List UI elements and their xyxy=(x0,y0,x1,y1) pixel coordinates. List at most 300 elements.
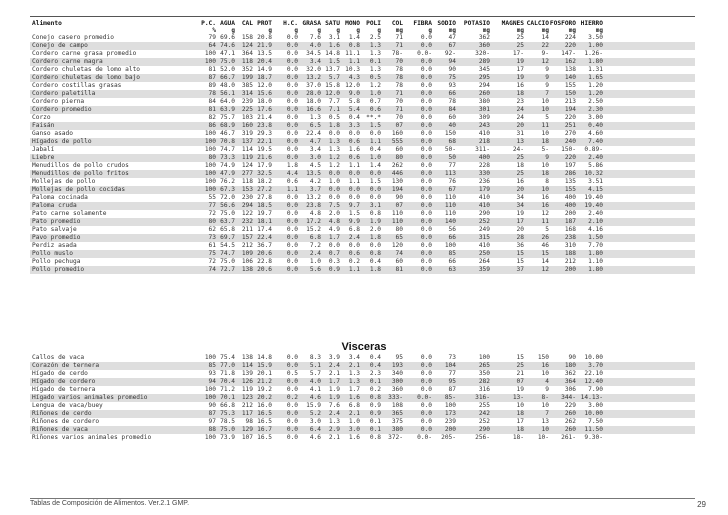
cell-col: 360 xyxy=(391,386,403,393)
cell-mono: 3.0 xyxy=(348,426,360,433)
table-row xyxy=(30,362,695,370)
cell-pc: 80 xyxy=(208,218,216,225)
col-unit-hc: g xyxy=(294,27,298,34)
cell-fosforo: 364 xyxy=(564,378,576,385)
cell-cal: 199 xyxy=(241,74,253,81)
cell-pc: 75 xyxy=(208,250,216,257)
cell-magnes: 19 xyxy=(516,74,524,81)
cell-satu: 2.0 xyxy=(328,210,340,217)
cell-fosforo: 155 xyxy=(564,82,576,89)
cell-grasa: 13.2 xyxy=(306,74,321,81)
cell-mono: 0.6 xyxy=(348,138,360,145)
table-row xyxy=(30,186,695,194)
table-row xyxy=(30,50,695,58)
cell-hc: 0.0 xyxy=(286,218,298,225)
cell-hc: 0.0 xyxy=(286,34,298,41)
cell-grasa: 18.0 xyxy=(306,98,321,105)
cell-grasa: 1.3 xyxy=(309,114,321,121)
cell-calcio: 10 xyxy=(541,162,549,169)
cell-calcio: 14 xyxy=(541,258,549,265)
cell-magnes: 25 xyxy=(516,362,524,369)
cell-agua: 66.8 xyxy=(220,402,235,409)
cell-pc: 100 xyxy=(204,178,216,185)
food-name: Lengua de vaca/buey xyxy=(32,402,103,409)
cell-agua: 70.1 xyxy=(220,394,235,401)
cell-potasio: 410 xyxy=(478,194,490,201)
cell-col: 110 xyxy=(391,218,403,225)
cell-grasa: 16.6 xyxy=(306,106,321,113)
cell-calcio: 10 xyxy=(541,130,549,137)
cell-sodio: 94 xyxy=(448,58,456,65)
cell-pc: 94 xyxy=(208,378,216,385)
cell-fosforo: 260 xyxy=(564,426,576,433)
cell-hierro: 2.10 xyxy=(588,218,603,225)
cell-cal: 212 xyxy=(241,402,253,409)
cell-poli: 1.3 xyxy=(369,50,381,57)
cell-potasio: 359 xyxy=(478,266,490,273)
cell-mono: 0.0 xyxy=(348,170,360,177)
table-row xyxy=(30,178,695,186)
cell-poli: 2.3 xyxy=(369,370,381,377)
cell-hierro: 7.70 xyxy=(588,242,603,249)
cell-mono: 0.0 xyxy=(348,242,360,249)
cell-hierro: 1.10 xyxy=(588,258,603,265)
cell-fibra: 0.0 xyxy=(420,386,432,393)
cell-hc: 0.0 xyxy=(286,434,298,441)
cell-sodio: 87 xyxy=(448,386,456,393)
cell-fosforo: 224 xyxy=(564,34,576,41)
cell-sodio: 73 xyxy=(448,354,456,361)
cell-sodio: 113 xyxy=(444,170,456,177)
cell-agua: 74.6 xyxy=(220,42,235,49)
food-name: Pollo pechuga xyxy=(32,258,81,265)
cell-sodio: 85- xyxy=(444,394,456,401)
cell-col: 108 xyxy=(391,402,403,409)
food-name: Mollejas de pollo xyxy=(32,178,96,185)
cell-grasa: 4.7 xyxy=(309,138,321,145)
food-name: Conejo de campo xyxy=(32,42,88,49)
cell-pc: 100 xyxy=(204,138,216,145)
food-name: Riñones de cordero xyxy=(32,418,100,425)
col-unit-pc: % xyxy=(212,27,216,34)
cell-mono: 1.1 xyxy=(348,266,360,273)
cell-satu: 1.7 xyxy=(328,234,340,241)
cell-potasio: 290 xyxy=(478,426,490,433)
cell-sodio: 50 xyxy=(448,154,456,161)
cell-fibra: 0.0 xyxy=(420,354,432,361)
table-row xyxy=(30,266,695,274)
cell-hierro: 4.16 xyxy=(588,226,603,233)
cell-sodio: 78 xyxy=(448,98,456,105)
cell-poli: 0.4 xyxy=(369,258,381,265)
cell-agua: 48.0 xyxy=(220,82,235,89)
cell-satu: 1.2 xyxy=(328,154,340,161)
cell-satu: 1.3 xyxy=(328,146,340,153)
cell-prot: 20.8 xyxy=(257,34,272,41)
cell-fibra: 0.0 xyxy=(420,250,432,257)
cell-satu: 1.9 xyxy=(328,394,340,401)
cell-magnes: 24 xyxy=(516,106,524,113)
cell-hc: 0.0 xyxy=(286,202,298,209)
cell-pc: 81 xyxy=(208,106,216,113)
cell-prot: 27.8 xyxy=(257,194,272,201)
cell-satu: 7.6 xyxy=(328,402,340,409)
cell-col: 80 xyxy=(395,226,403,233)
cell-prot: 18.2 xyxy=(257,178,272,185)
cell-sodio: 90 xyxy=(448,66,456,73)
cell-poli: 0.5 xyxy=(369,74,381,81)
cell-col: 160 xyxy=(391,130,403,137)
cell-hc: 0.0 xyxy=(286,130,298,137)
table-row xyxy=(30,402,695,410)
page-number: 29 xyxy=(697,500,706,509)
cell-fosforo: 362 xyxy=(564,370,576,377)
cell-calcio: 10 xyxy=(541,402,549,409)
cell-potasio: 256- xyxy=(475,434,490,441)
cell-cal: 137 xyxy=(241,138,253,145)
cell-agua: 56.6 xyxy=(220,202,235,209)
cell-mono: 1.1 xyxy=(348,58,360,65)
cell-hierro: 9.30- xyxy=(584,434,603,441)
cell-sodio: 40 xyxy=(448,122,456,129)
cell-hierro: 3.51 xyxy=(588,178,603,185)
cell-pc: 72 xyxy=(208,258,216,265)
col-header-sodio: SODIO xyxy=(437,20,456,27)
cell-grasa: 4.5 xyxy=(309,162,321,169)
cell-fibra: 0.0 xyxy=(420,170,432,177)
cell-hc: 0.0 xyxy=(286,234,298,241)
cell-magnes: 15 xyxy=(516,354,524,361)
cell-cal: 118 xyxy=(241,178,253,185)
cell-poli: 2.5 xyxy=(369,34,381,41)
cell-fosforo: 212 xyxy=(564,258,576,265)
cell-hierro: 1.65 xyxy=(588,74,603,81)
cell-grasa: 15.9 xyxy=(306,402,321,409)
cell-calcio: 46 xyxy=(541,242,549,249)
cell-sodio: 110 xyxy=(444,210,456,217)
cell-hierro: 14.13- xyxy=(580,394,603,401)
cell-magnes: 13- xyxy=(512,394,524,401)
cell-agua: 63.9 xyxy=(220,106,235,113)
cell-fosforo: 200 xyxy=(564,210,576,217)
table-row xyxy=(30,66,695,74)
cell-prot: 16.5 xyxy=(257,418,272,425)
cell-cal: 157 xyxy=(241,234,253,241)
col-unit-sodio: mg xyxy=(448,27,456,34)
cell-magnes: 25 xyxy=(516,34,524,41)
cell-col: 262 xyxy=(391,162,403,169)
cell-potasio: 289 xyxy=(478,58,490,65)
cell-sodio: 66 xyxy=(448,234,456,241)
cell-sodio: 56 xyxy=(448,226,456,233)
cell-calcio: 9 xyxy=(545,74,549,81)
cell-magnes: 13 xyxy=(516,138,524,145)
table-row xyxy=(30,354,695,362)
food-name: Cordero promedio xyxy=(32,106,92,113)
cell-mono: 9.0 xyxy=(348,90,360,97)
cell-hc: 4.4 xyxy=(286,170,298,177)
cell-grasa: 4.6 xyxy=(309,434,321,441)
cell-fibra: 0.0- xyxy=(417,434,432,441)
cell-potasio: 295 xyxy=(478,74,490,81)
table-row xyxy=(30,258,695,266)
col-unit-grasa: g xyxy=(317,27,321,34)
food-name: Hígado de cordero xyxy=(32,378,96,385)
table-row xyxy=(30,210,695,218)
table-row xyxy=(30,98,695,106)
table-row xyxy=(30,154,695,162)
cell-magnes: 16 xyxy=(516,178,524,185)
cell-prot: 18.7 xyxy=(257,74,272,81)
table-row xyxy=(30,114,695,122)
cell-fosforo: 147- xyxy=(561,50,576,57)
cell-potasio: 250 xyxy=(478,250,490,257)
cell-hc: 0.0 xyxy=(286,426,298,433)
cell-fosforo: 260 xyxy=(564,410,576,417)
cell-cal: 211 xyxy=(241,226,253,233)
cell-mono: 0.0 xyxy=(348,130,360,137)
cell-magnes: 17 xyxy=(516,418,524,425)
cell-poli: 1.9 xyxy=(369,218,381,225)
cell-pc: 100 xyxy=(204,186,216,193)
col-header-fosforo: FOSFORO xyxy=(549,20,576,27)
cell-calcio: 9 xyxy=(545,66,549,73)
cell-sodio: 67 xyxy=(448,42,456,49)
food-name: Paloma cruda xyxy=(32,202,77,209)
cell-fibra: 0.0 xyxy=(420,74,432,81)
cell-poli: 0.0 xyxy=(369,194,381,201)
cell-agua: 73.9 xyxy=(220,434,235,441)
cell-col: 71 xyxy=(395,34,403,41)
cell-magnes: 34 xyxy=(516,202,524,209)
cell-potasio: 179 xyxy=(478,186,490,193)
cell-hierro: 3.70 xyxy=(588,362,603,369)
cell-hierro: 1.00 xyxy=(588,42,603,49)
cell-mono: 9.7 xyxy=(348,202,360,209)
food-name: Pollo muslo xyxy=(32,250,73,257)
cell-col: 78 xyxy=(395,74,403,81)
cell-fibra: 0.0 xyxy=(420,186,432,193)
cell-poli: 1.4 xyxy=(369,162,381,169)
cell-calcio: 10 xyxy=(541,106,549,113)
food-name: Cordero carne magra xyxy=(32,58,103,65)
cell-pc: 100 xyxy=(204,170,216,177)
cell-cal: 103 xyxy=(241,114,253,121)
col-header-grasa: GRASA xyxy=(302,20,321,27)
cell-col: 70 xyxy=(395,58,403,65)
table-row xyxy=(30,34,695,42)
cell-grasa: 6.5 xyxy=(309,122,321,129)
cell-hc: 0.0 xyxy=(286,58,298,65)
cell-prot: 17.4 xyxy=(257,226,272,233)
cell-agua: 67.3 xyxy=(220,186,235,193)
cell-mono: 6.8 xyxy=(348,226,360,233)
cell-grasa: 3.0 xyxy=(309,154,321,161)
cell-potasio: 316- xyxy=(475,394,490,401)
cell-prot: 20.1 xyxy=(257,370,272,377)
cell-mono: 1.4 xyxy=(348,34,360,41)
cell-fosforo: 229 xyxy=(564,402,576,409)
table-row xyxy=(30,74,695,82)
cell-prot: 14.8 xyxy=(257,354,272,361)
cell-satu: 13.7 xyxy=(325,66,340,73)
cell-sodio: 92- xyxy=(444,50,456,57)
table-row xyxy=(30,162,695,170)
cell-fosforo: 90 xyxy=(568,354,576,361)
cell-hc: 0.2 xyxy=(286,394,298,401)
cell-hc: 1.8 xyxy=(286,162,298,169)
cell-col: 90 xyxy=(395,194,403,201)
cell-agua: 75.0 xyxy=(220,210,235,217)
cell-poli: 2.0 xyxy=(369,226,381,233)
cell-prot: 12.0 xyxy=(257,82,272,89)
cell-cal: 109 xyxy=(241,250,253,257)
table-row xyxy=(30,106,695,114)
cell-agua: 71.2 xyxy=(220,386,235,393)
cell-grasa: 3.4 xyxy=(309,146,321,153)
food-name: Perdiz asada xyxy=(32,242,77,249)
cell-cal: 138 xyxy=(241,354,253,361)
cell-hierro: 3.50 xyxy=(588,34,603,41)
cell-fibra: 0.0 xyxy=(420,202,432,209)
cell-mono: 1.3 xyxy=(348,370,360,377)
col-header-prot: PROT xyxy=(257,20,272,27)
cell-poli: 0.1 xyxy=(369,418,381,425)
cell-hierro: 2.40 xyxy=(588,154,603,161)
cell-potasio: 410 xyxy=(478,130,490,137)
cell-pc: 93 xyxy=(208,370,216,377)
food-name: Hígado de cerdo xyxy=(32,370,88,377)
cell-potasio: 218 xyxy=(478,138,490,145)
cell-poli: 0.4 xyxy=(369,362,381,369)
cell-hierro: 12.40 xyxy=(584,378,603,385)
cell-col: 71 xyxy=(395,106,403,113)
cell-calcio: 8- xyxy=(541,394,549,401)
cell-calcio: 12 xyxy=(541,58,549,65)
cell-cal: 319 xyxy=(241,130,253,137)
cell-hc: 0.6 xyxy=(286,178,298,185)
cell-potasio: 290 xyxy=(478,210,490,217)
cell-magnes: 31 xyxy=(516,130,524,137)
cell-col: 65 xyxy=(395,234,403,241)
cell-col: 60 xyxy=(395,258,403,265)
cell-col: 340 xyxy=(391,370,403,377)
cell-mono: 1.6 xyxy=(348,434,360,441)
cell-hierro: 5.86 xyxy=(588,162,603,169)
cell-mono: 4.3 xyxy=(348,74,360,81)
cell-col: 193 xyxy=(391,362,403,369)
food-name: Jabalí xyxy=(32,146,55,153)
cell-pc: 73 xyxy=(208,234,216,241)
cell-agua: 47.9 xyxy=(220,170,235,177)
table-row xyxy=(30,234,695,242)
cell-satu: 1.0 xyxy=(328,178,340,185)
cell-fosforo: 194 xyxy=(564,106,576,113)
food-name: Conejo casero promedio xyxy=(32,34,114,41)
cell-pc: 90 xyxy=(208,402,216,409)
cell-satu: 5.7 xyxy=(328,74,340,81)
cell-poli: 0.6 xyxy=(369,106,381,113)
cell-potasio: 345 xyxy=(478,66,490,73)
cell-poli: 0.0 xyxy=(369,242,381,249)
cell-hc: 0.0 xyxy=(286,42,298,49)
cell-poli: 0.0 xyxy=(369,130,381,137)
cell-sodio: 50- xyxy=(444,146,456,153)
cell-hierro: 4.60 xyxy=(588,130,603,137)
cell-cal: 124 xyxy=(241,42,253,49)
cell-poli: 0.0 xyxy=(369,170,381,177)
cell-magnes: 24- xyxy=(512,146,524,153)
cell-fosforo: 168 xyxy=(564,226,576,233)
cell-pc: 100 xyxy=(204,386,216,393)
cell-pc: 85 xyxy=(208,362,216,369)
cell-fibra: 0.0 xyxy=(420,402,432,409)
col-unit-agua: g xyxy=(231,27,235,34)
cell-fosforo: 140 xyxy=(564,74,576,81)
cell-col: 78 xyxy=(395,82,403,89)
cell-grasa: 3.7 xyxy=(309,186,321,193)
cell-agua: 68.9 xyxy=(220,122,235,129)
cell-hierro: 1.31 xyxy=(588,66,603,73)
cell-cal: 123 xyxy=(241,394,253,401)
food-name: Pavo promedio xyxy=(32,234,81,241)
cell-magnes: 23 xyxy=(516,98,524,105)
cell-mono: 0.2 xyxy=(348,258,360,265)
cell-satu: 1.9 xyxy=(328,386,340,393)
cell-satu: 0.3 xyxy=(328,258,340,265)
cell-prot: 13.5 xyxy=(257,50,272,57)
cell-grasa: 4.1 xyxy=(309,386,321,393)
cell-col: 70 xyxy=(395,98,403,105)
cell-satu: 4.8 xyxy=(328,218,340,225)
cell-mono: 5.4 xyxy=(348,106,360,113)
cell-cal: 352 xyxy=(241,66,253,73)
col-unit-col: mg xyxy=(395,27,403,34)
cell-potasio: 236 xyxy=(478,178,490,185)
cell-satu: 14.8 xyxy=(325,50,340,57)
food-name: Pato promedio xyxy=(32,218,81,225)
cell-calcio: 5 xyxy=(545,226,549,233)
cell-fibra: 0.0 xyxy=(420,362,432,369)
col-unit-fibra: g xyxy=(428,27,432,34)
col-header-fibra: FIBRA xyxy=(413,20,432,27)
cell-sodio: 67 xyxy=(448,186,456,193)
footer-text: Tablas de Composición de Alimentos. Ver.2.1 GMP. xyxy=(30,500,190,507)
table-row xyxy=(30,410,695,418)
cell-cal: 314 xyxy=(241,90,253,97)
cell-fosforo: 188 xyxy=(564,250,576,257)
table-row xyxy=(30,226,695,234)
cell-calcio: 11 xyxy=(541,122,549,129)
table-row xyxy=(30,386,695,394)
cell-fibra: 0.0 xyxy=(420,114,432,121)
cell-satu: 0.9 xyxy=(328,266,340,273)
cell-fosforo: 306 xyxy=(564,386,576,393)
cell-prot: 16.7 xyxy=(257,426,272,433)
cell-hc: 1.1 xyxy=(286,186,298,193)
cell-prot: 32.5 xyxy=(257,170,272,177)
cell-col: 555 xyxy=(391,138,403,145)
cell-cal: 139 xyxy=(241,370,253,377)
cell-agua: 65.8 xyxy=(220,226,235,233)
cell-poli: 1.1 xyxy=(369,138,381,145)
cell-pc: 100 xyxy=(204,394,216,401)
cell-hierro: 10.00 xyxy=(584,410,603,417)
cell-hc: 0.0 xyxy=(286,106,298,113)
cell-calcio: 10- xyxy=(537,434,549,441)
header-rule xyxy=(30,16,695,17)
cell-poli: 0.8 xyxy=(369,250,381,257)
